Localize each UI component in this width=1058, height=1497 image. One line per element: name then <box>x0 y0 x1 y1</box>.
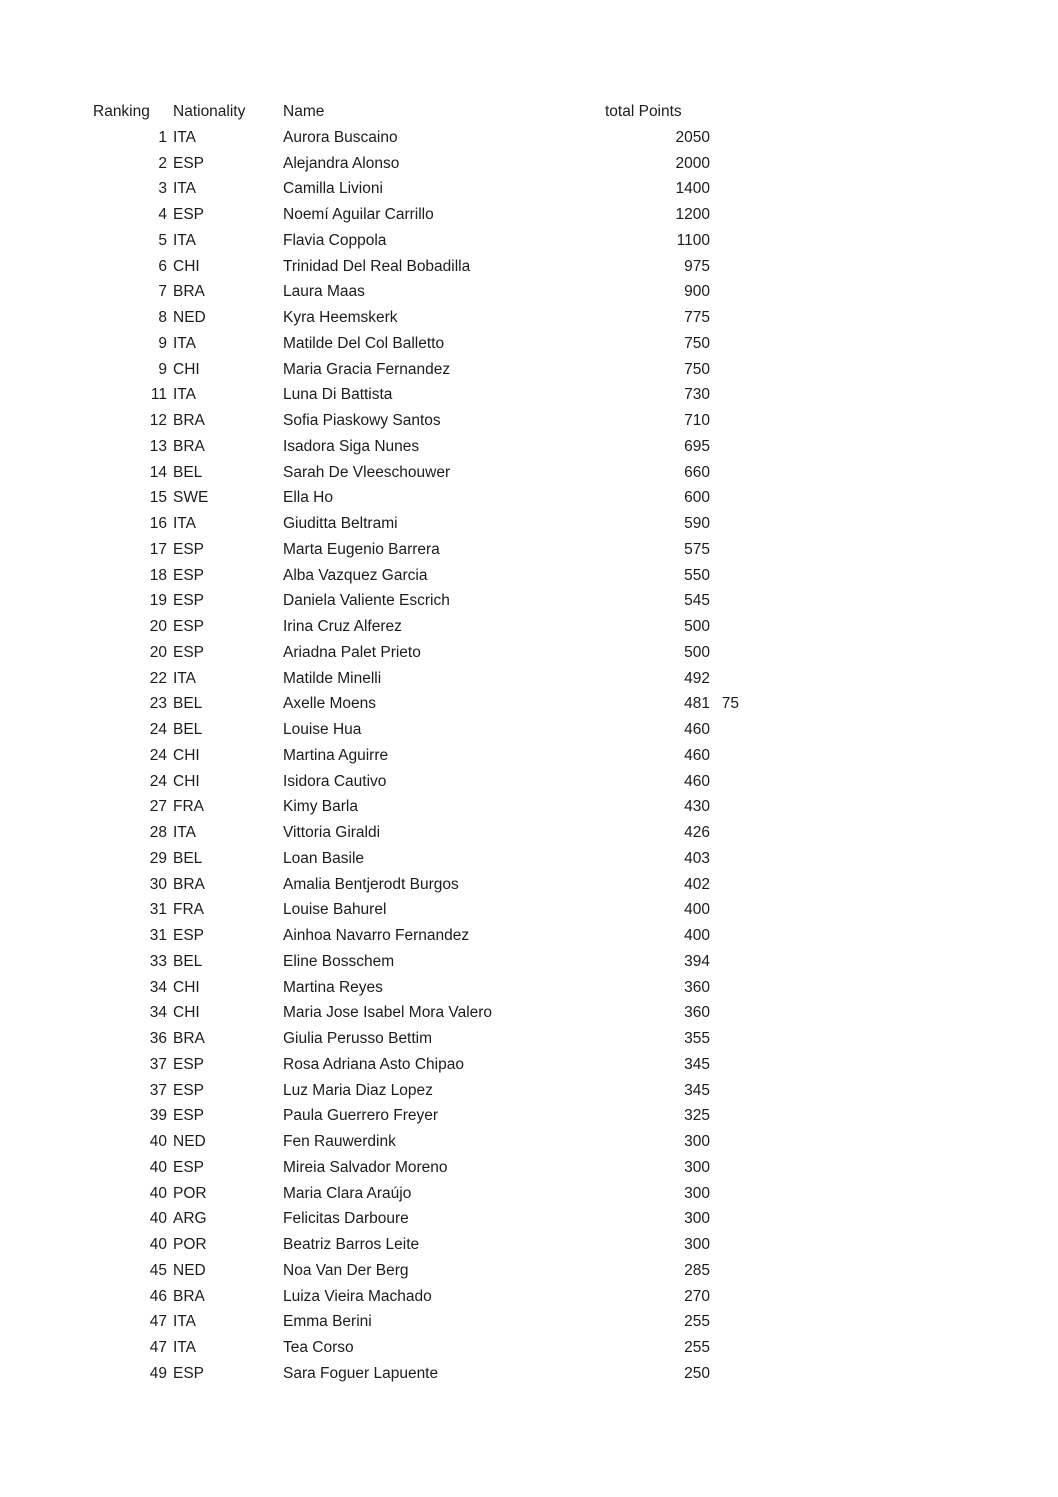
name-cell: Axelle Moens <box>283 695 377 713</box>
ranking-cell: 24 <box>149 746 167 764</box>
points-cell: 300 <box>684 1236 710 1253</box>
nationality-cell: ITA <box>173 1313 196 1331</box>
ranking-cell: 31 <box>149 927 167 944</box>
table-row <box>93 1129 753 1155</box>
points-cell: 300 <box>684 1210 710 1228</box>
nationality-cell: ESP <box>173 1081 205 1099</box>
ranking-cell: 34 <box>149 978 167 996</box>
table-row <box>93 1206 753 1232</box>
ranking-cell: 14 <box>149 463 167 481</box>
points-cell: 550 <box>684 566 710 584</box>
name-cell: Mireia Salvador Moreno <box>283 1158 448 1176</box>
nationality-cell: ITA <box>173 824 196 841</box>
table-row <box>93 537 753 563</box>
name-cell: Isadora Siga Nunes <box>283 437 420 455</box>
name-cell: Sara Foguer Lapuente <box>283 1364 439 1382</box>
name-cell: Maria Jose Isabel Mora Valero <box>283 1004 493 1022</box>
nationality-cell: ESP <box>173 1158 205 1176</box>
nationality-cell: ESP <box>173 566 205 584</box>
name-cell: Luiza Vieira Machado <box>283 1287 432 1305</box>
table-row <box>93 485 753 511</box>
name-cell: Maria Gracia Fernandez <box>283 360 451 378</box>
points-cell: 1400 <box>675 180 710 198</box>
ranking-cell: 27 <box>149 798 167 816</box>
table-row <box>93 1181 753 1207</box>
name-cell: Emma Berini <box>283 1313 372 1331</box>
table-row <box>93 1335 753 1361</box>
name-cell: Daniela Valiente Escrich <box>283 592 450 610</box>
nationality-cell: ESP <box>173 643 205 661</box>
ranking-cell: 34 <box>149 1004 167 1022</box>
column-header-nationality: Nationality <box>173 103 246 120</box>
table-row <box>93 1103 753 1129</box>
name-cell: Luna Di Battista <box>283 386 393 404</box>
points-cell: 710 <box>684 412 710 429</box>
ranking-cell: 40 <box>149 1236 167 1253</box>
name-cell: Louise Hua <box>283 721 362 738</box>
name-cell: Alba Vazquez Garcia <box>283 566 428 584</box>
name-cell: Sarah De Vleeschouwer <box>283 463 451 481</box>
nationality-cell: BEL <box>173 695 203 713</box>
points-cell: 500 <box>684 643 710 661</box>
table-row <box>93 588 753 614</box>
table-row <box>93 666 753 692</box>
table-row <box>93 640 753 666</box>
name-cell: Kimy Barla <box>283 798 358 816</box>
points-cell: 500 <box>684 618 710 635</box>
ranking-cell: 24 <box>149 772 167 790</box>
table-row <box>93 202 753 228</box>
nationality-cell: NED <box>173 1133 206 1150</box>
nationality-cell: NED <box>173 309 206 326</box>
nationality-cell: ESP <box>173 1107 205 1125</box>
points-cell: 430 <box>684 798 710 816</box>
points-cell: 325 <box>684 1107 710 1125</box>
points-cell: 270 <box>684 1287 710 1305</box>
nationality-cell: ESP <box>173 540 205 558</box>
ranking-cell: 47 <box>149 1339 167 1356</box>
points-cell: 360 <box>684 1004 710 1022</box>
nationality-cell: BRA <box>173 1287 205 1305</box>
ranking-cell: 33 <box>149 952 167 970</box>
ranking-cell: 5 <box>158 231 167 249</box>
ranking-cell: 40 <box>149 1210 167 1228</box>
points-cell: 750 <box>684 360 710 378</box>
ranking-cell: 1 <box>158 128 167 146</box>
ranking-cell: 24 <box>149 721 167 738</box>
nationality-cell: ESP <box>173 1055 205 1073</box>
nationality-cell: FRA <box>173 901 204 919</box>
table-row <box>93 408 753 434</box>
nationality-cell: CHI <box>173 772 200 790</box>
name-cell: Aurora Buscaino <box>283 128 398 146</box>
points-cell: 460 <box>684 746 710 764</box>
ranking-cell: 31 <box>149 901 167 919</box>
points-cell: 2050 <box>675 128 710 146</box>
column-header-ranking: Ranking <box>93 103 150 120</box>
table-row <box>93 563 753 589</box>
name-cell: Marta Eugenio Barrera <box>283 540 440 558</box>
name-cell: Matilde Minelli <box>283 669 382 687</box>
points-cell: 1100 <box>676 231 710 249</box>
table-row <box>93 1026 753 1052</box>
nationality-cell: CHI <box>173 1004 200 1022</box>
table-row <box>93 897 753 923</box>
table-row <box>93 460 753 486</box>
ranking-cell: 28 <box>149 824 167 841</box>
name-cell: Irina Cruz Alferez <box>283 618 402 635</box>
ranking-cell: 39 <box>149 1107 167 1125</box>
points-cell: 426 <box>684 824 710 841</box>
name-cell: Flavia Coppola <box>283 231 387 249</box>
name-cell: Laura Maas <box>283 283 365 301</box>
column-header-total-points: total Points <box>605 103 682 120</box>
name-cell: Alejandra Alonso <box>283 154 400 172</box>
points-cell: 775 <box>684 309 710 326</box>
nationality-cell: FRA <box>173 798 204 816</box>
points-cell: 545 <box>684 592 710 610</box>
table-row <box>93 717 753 743</box>
name-cell: Camilla Livioni <box>283 180 383 198</box>
nationality-cell: NED <box>173 1261 206 1279</box>
ranking-cell: 20 <box>149 618 167 635</box>
name-cell: Loan Basile <box>283 849 365 867</box>
table-header-row <box>93 99 753 125</box>
points-cell: 460 <box>684 721 710 738</box>
ranking-cell: 45 <box>149 1261 167 1279</box>
table-row <box>93 820 753 846</box>
points-cell: 285 <box>684 1261 710 1279</box>
ranking-cell: 49 <box>149 1364 167 1382</box>
nationality-cell: BEL <box>173 463 203 481</box>
table-row <box>93 1078 753 1104</box>
table-row <box>93 305 753 331</box>
nationality-cell: BRA <box>173 437 205 455</box>
table-row <box>93 254 753 280</box>
points-cell: 355 <box>684 1030 710 1047</box>
points-cell: 402 <box>684 875 710 893</box>
ranking-cell: 17 <box>149 540 167 558</box>
table-row <box>93 923 753 949</box>
ranking-cell: 46 <box>149 1287 167 1305</box>
table-row <box>93 228 753 254</box>
name-cell: Isidora Cautivo <box>283 772 387 790</box>
points-cell: 2000 <box>675 154 710 172</box>
nationality-cell: ESP <box>173 154 205 172</box>
nationality-cell: ITA <box>173 669 196 687</box>
nationality-cell: ESP <box>173 592 205 610</box>
name-cell: Giuditta Beltrami <box>283 515 398 532</box>
points-cell: 360 <box>684 978 710 996</box>
nationality-cell: POR <box>173 1236 207 1253</box>
ranking-cell: 40 <box>149 1133 167 1150</box>
name-cell: Matilde Del Col Balletto <box>283 334 445 352</box>
table-row <box>93 794 753 820</box>
ranking-cell: 6 <box>158 257 167 275</box>
name-cell: Sofia Piaskowy Santos <box>283 412 441 429</box>
table-row <box>93 1258 753 1284</box>
nationality-cell: ITA <box>173 1339 196 1356</box>
table-row <box>93 949 753 975</box>
name-cell: Amalia Bentjerodt Burgos <box>283 875 459 893</box>
table-row <box>93 1052 753 1078</box>
points-cell: 255 <box>684 1339 710 1356</box>
name-cell: Noa Van Der Berg <box>283 1261 409 1279</box>
points-cell: 403 <box>684 849 710 867</box>
ranking-cell: 4 <box>158 206 167 223</box>
points-cell: 660 <box>684 463 710 481</box>
name-cell: Noemí Aguilar Carrillo <box>283 206 434 223</box>
nationality-cell: ITA <box>173 515 196 532</box>
table-row <box>93 511 753 537</box>
points-cell: 394 <box>684 952 710 970</box>
nationality-cell: POR <box>173 1184 207 1202</box>
ranking-cell: 3 <box>158 180 167 198</box>
table-row <box>93 1284 753 1310</box>
name-cell: Maria Clara Araújo <box>283 1184 412 1202</box>
points-cell: 1200 <box>675 206 710 223</box>
table-row <box>93 1309 753 1335</box>
points-cell: 300 <box>684 1133 710 1150</box>
ranking-cell: 30 <box>149 875 167 893</box>
table-row <box>93 769 753 795</box>
nationality-cell: ARG <box>173 1210 207 1228</box>
nationality-cell: CHI <box>173 746 200 764</box>
ranking-cell: 13 <box>149 437 167 455</box>
table-row <box>93 743 753 769</box>
ranking-cell: 19 <box>149 592 167 610</box>
name-cell: Luz Maria Diaz Lopez <box>283 1081 433 1099</box>
nationality-cell: ESP <box>173 618 205 635</box>
column-header-name: Name <box>283 103 325 120</box>
name-cell: Tea Corso <box>283 1339 354 1356</box>
table-row <box>93 331 753 357</box>
table-row <box>93 125 753 151</box>
nationality-cell: ITA <box>173 231 196 249</box>
table-row <box>93 151 753 177</box>
table-row <box>93 846 753 872</box>
name-cell: Vittoria Giraldi <box>283 824 381 841</box>
table-row <box>93 975 753 1001</box>
name-cell: Kyra Heemskerk <box>283 309 398 326</box>
name-cell: Martina Aguirre <box>283 746 389 764</box>
ranking-cell: 18 <box>149 566 167 584</box>
name-cell: Trinidad Del Real Bobadilla <box>283 257 471 275</box>
ranking-cell: 23 <box>149 695 167 713</box>
points-cell: 600 <box>684 489 710 507</box>
ranking-cell: 29 <box>149 849 167 867</box>
nationality-cell: BEL <box>173 952 203 970</box>
points-cell: 255 <box>684 1313 710 1331</box>
table-row <box>93 279 753 305</box>
name-cell: Beatriz Barros Leite <box>283 1236 420 1253</box>
table-row <box>93 872 753 898</box>
table-row <box>93 357 753 383</box>
nationality-cell: SWE <box>173 489 209 507</box>
name-cell: Martina Reyes <box>283 978 383 996</box>
points-cell: 695 <box>684 437 710 455</box>
nationality-cell: ITA <box>173 128 196 146</box>
name-cell: Ariadna Palet Prieto <box>283 643 421 661</box>
nationality-cell: BRA <box>173 283 205 301</box>
points-cell: 250 <box>684 1364 710 1382</box>
ranking-cell: 9 <box>158 334 167 352</box>
points-cell: 345 <box>684 1081 710 1099</box>
ranking-cell: 11 <box>150 386 167 404</box>
nationality-cell: BRA <box>173 412 205 429</box>
points-cell: 345 <box>684 1055 710 1073</box>
table-row <box>93 1155 753 1181</box>
table-row <box>93 434 753 460</box>
points-cell: 730 <box>684 386 710 404</box>
name-cell: Louise Bahurel <box>283 901 387 919</box>
points-cell: 900 <box>684 283 710 301</box>
ranking-cell: 40 <box>149 1184 167 1202</box>
ranking-cell: 37 <box>149 1055 167 1073</box>
name-cell: Giulia Perusso Bettim <box>283 1030 433 1047</box>
nationality-cell: ITA <box>173 180 196 198</box>
ranking-cell: 9 <box>158 360 167 378</box>
name-cell: Rosa Adriana Asto Chipao <box>283 1055 464 1073</box>
nationality-cell: CHI <box>173 360 200 378</box>
points-cell: 300 <box>684 1184 710 1202</box>
nationality-cell: CHI <box>173 257 200 275</box>
nationality-cell: ITA <box>173 334 196 352</box>
ranking-cell: 22 <box>149 669 167 687</box>
name-cell: Fen Rauwerdink <box>283 1133 396 1150</box>
table-row <box>93 1361 753 1387</box>
ranking-cell: 37 <box>149 1081 167 1099</box>
ranking-cell: 2 <box>158 154 167 172</box>
ranking-table <box>93 99 753 1387</box>
table-row <box>93 691 753 717</box>
points-cell: 975 <box>684 257 710 275</box>
points-decimal-cell: 75 <box>721 695 739 713</box>
ranking-cell: 7 <box>158 283 167 301</box>
points-cell: 750 <box>684 334 710 352</box>
points-cell: 300 <box>684 1158 710 1176</box>
name-cell: Paula Guerrero Freyer <box>283 1107 439 1125</box>
nationality-cell: CHI <box>173 978 200 996</box>
ranking-cell: 8 <box>158 309 167 326</box>
ranking-cell: 12 <box>149 412 167 429</box>
ranking-cell: 40 <box>149 1158 167 1176</box>
table-row <box>93 614 753 640</box>
points-cell: 590 <box>684 515 710 532</box>
table-body <box>93 125 753 1387</box>
name-cell: Ainhoa Navarro Fernandez <box>283 927 470 944</box>
nationality-cell: ESP <box>173 927 205 944</box>
nationality-cell: BRA <box>173 875 205 893</box>
ranking-cell: 36 <box>149 1030 167 1047</box>
points-cell: 460 <box>684 772 710 790</box>
nationality-cell: ESP <box>173 206 205 223</box>
name-cell: Ella Ho <box>283 489 333 507</box>
ranking-cell: 20 <box>149 643 167 661</box>
name-cell: Eline Bosschem <box>283 952 395 970</box>
name-cell: Felicitas Darboure <box>283 1210 409 1228</box>
nationality-cell: ESP <box>173 1364 205 1382</box>
ranking-cell: 16 <box>149 515 167 532</box>
points-cell: 492 <box>684 669 710 687</box>
ranking-cell: 47 <box>149 1313 167 1331</box>
ranking-cell: 15 <box>149 489 167 507</box>
nationality-cell: BEL <box>173 721 203 738</box>
table-row <box>93 1232 753 1258</box>
table-row <box>93 1000 753 1026</box>
nationality-cell: BRA <box>173 1030 205 1047</box>
points-cell: 575 <box>684 540 710 558</box>
nationality-cell: ITA <box>173 386 196 404</box>
table-row <box>93 176 753 202</box>
nationality-cell: BEL <box>173 849 203 867</box>
table-row <box>93 382 753 408</box>
points-cell: 400 <box>684 901 710 919</box>
points-cell: 400 <box>684 927 710 944</box>
points-cell: 481 <box>684 695 710 713</box>
